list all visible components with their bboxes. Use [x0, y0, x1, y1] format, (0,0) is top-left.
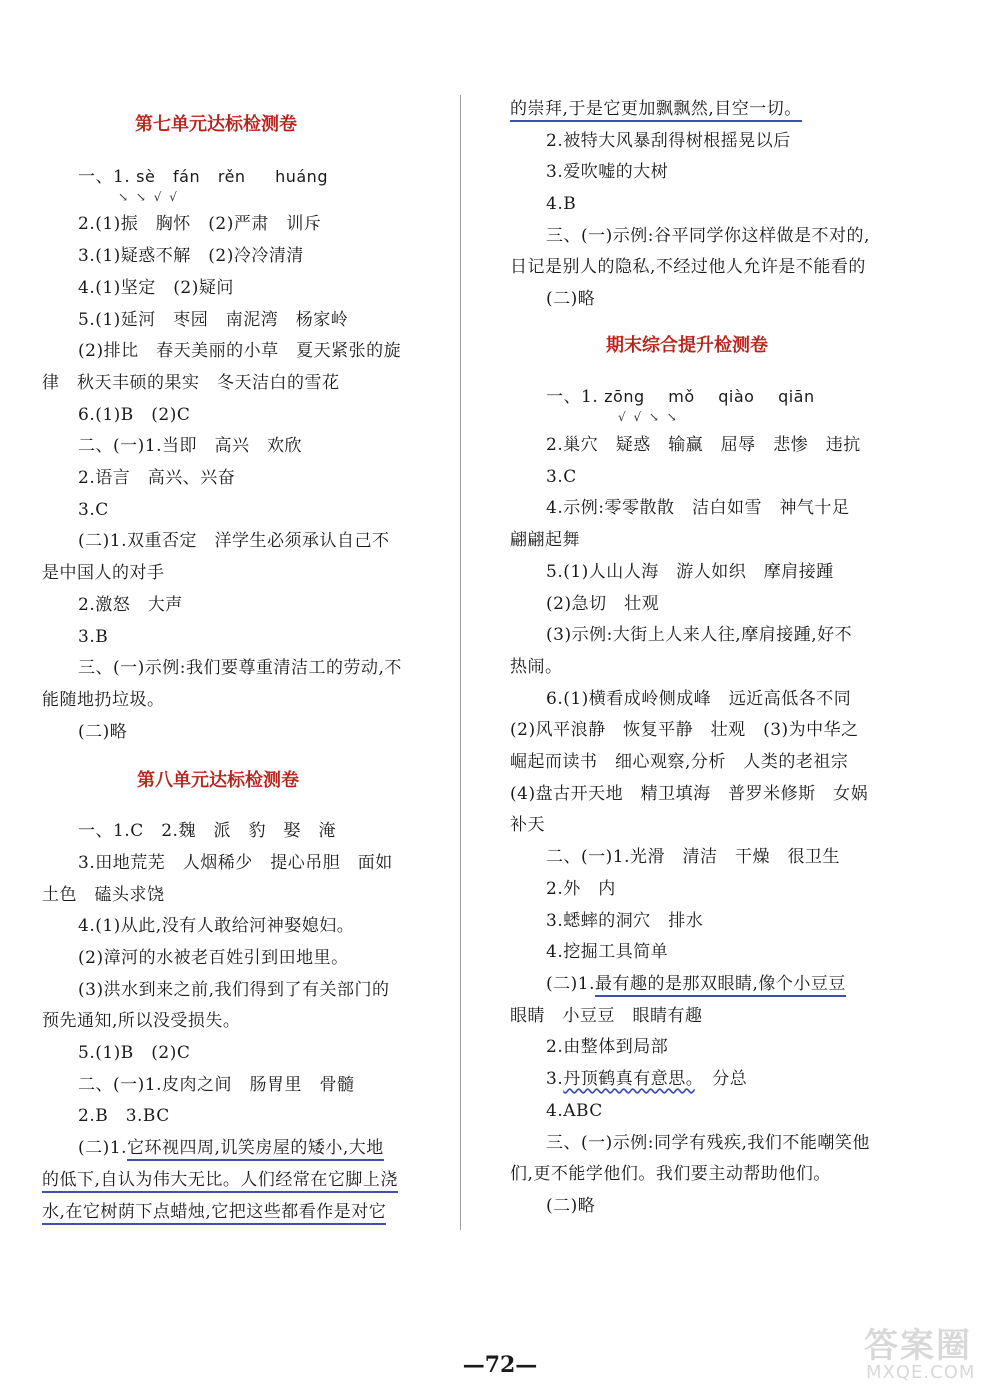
answer-line: 6.(1)B (2)C: [78, 405, 191, 425]
answer-line: 崛起而读书 细心观察,分析 人类的老祖宗: [510, 752, 849, 772]
pinyin: qiān: [778, 387, 815, 406]
answer-line: (二)1.双重否定 洋学生必须承认自己不: [78, 531, 390, 551]
answer-line: (2)排比 春天美丽的小草 夏天紧张的旋: [78, 341, 402, 361]
answer-line: [510, 98, 802, 120]
answer-line: 2.外 内: [546, 879, 616, 899]
answer-line: 2.由整体到局部: [546, 1037, 669, 1057]
underlined-text: 它环视四周,讥笑房屋的矮小,大地: [127, 1138, 384, 1161]
unit8-title: 第八单元达标检测卷: [137, 770, 299, 791]
answer-line: 3.B: [78, 627, 109, 647]
watermark-url: MXQE.COM: [866, 1362, 976, 1383]
answer-line: 日记是别人的隐私,不经过他人允许是不能看的: [510, 257, 866, 277]
answer-line: 翩翩起舞: [510, 530, 580, 550]
answer-line: 2.语言 高兴、兴奋: [78, 468, 236, 488]
item-number: (二)1.: [546, 974, 595, 994]
pinyin: mǒ: [668, 387, 695, 406]
answer-line: 2.激怒 大声: [78, 595, 183, 615]
answer-line: [42, 1201, 386, 1223]
tone-marks: ↘ ↘ √ √: [118, 190, 179, 204]
answer-line: 二、(一)1.当即 高兴 欢欣: [78, 436, 302, 456]
unit7-title: 第七单元达标检测卷: [135, 114, 297, 135]
answer-line: [42, 1169, 398, 1191]
answer-line: (3)示例:大街上人来人往,摩肩接踵,好不: [546, 625, 853, 645]
answer-line: 三、(一)示例:同学有残疾,我们不能嘲笑他: [546, 1133, 870, 1153]
answer-line: 一、1.C 2.魏 派 豹 娶 淹: [78, 821, 336, 841]
answer-pinyin-line: [546, 386, 815, 408]
pinyin: sè: [136, 167, 156, 186]
pinyin: zōng: [604, 387, 645, 406]
final-title: 期末综合提升检测卷: [606, 335, 768, 356]
answer-line: 土色 磕头求饶: [42, 885, 165, 905]
answer-line: 三、(一)示例:我们要尊重清洁工的劳动,不: [78, 658, 402, 678]
answer-line: 5.(1)B (2)C: [78, 1043, 191, 1063]
answer-line: 5.(1)人山人海 游人如织 摩肩接踵: [546, 562, 834, 582]
answer-line: 4.示例:零零散散 洁白如雪 神气十足: [546, 498, 850, 518]
answer-line: [546, 973, 846, 995]
item-number: (二)1.: [78, 1138, 127, 1158]
answer-line: 眼睛 小豆豆 眼睛有趣: [510, 1006, 703, 1026]
answer-line: 4.(1)坚定 (2)疑问: [78, 278, 234, 298]
tone-marks: √ √ ↘ ↘: [618, 410, 679, 424]
answer-pinyin-line: [78, 166, 328, 188]
answer-line: 3.(1)疑惑不解 (2)冷冷清清: [78, 246, 304, 266]
underlined-text: 的崇拜,于是它更加飘飘然,目空一切。: [510, 99, 802, 122]
answer-line: (3)洪水到来之前,我们得到了有关部门的: [78, 980, 390, 1000]
answer-line: 4.ABC: [546, 1101, 603, 1121]
pinyin: qiào: [718, 387, 755, 406]
watermark-logo: [856, 1318, 986, 1388]
answer-line: 3.爱吹嘘的大树: [546, 162, 669, 182]
answer-line: 律 秋天丰硕的果实 冬天洁白的雪花: [42, 373, 340, 393]
answer-line: (二)略: [546, 1196, 596, 1216]
answer-line: 3.田地荒芜 人烟稀少 提心吊胆 面如: [78, 853, 393, 873]
item-number: 3.: [546, 1069, 564, 1089]
answer-line: 热闹。: [510, 657, 563, 677]
answer-line: 3.蟋蟀的洞穴 排水: [546, 911, 704, 931]
answer-line: (2)急切 壮观: [546, 594, 660, 614]
answer-line: (2)漳河的水被老百姓引到田地里。: [78, 948, 349, 968]
answer-line: 4.挖掘工具简单: [546, 942, 669, 962]
pinyin: rěn: [217, 167, 246, 186]
answer-line: 4.B: [546, 194, 577, 214]
answer-line: 3.C: [546, 467, 577, 487]
item-number: 一、1.: [78, 167, 131, 187]
answer-line: 预先通知,所以没受损失。: [42, 1011, 241, 1031]
underlined-text: 最有趣的是那双眼睛,像个小豆豆: [595, 974, 846, 997]
answer-line: 2.巢穴 疑惑 输赢 屈辱 悲惨 违抗: [546, 435, 861, 455]
underlined-text: 水,在它树荫下点蜡烛,它把这些都看作是对它: [42, 1202, 386, 1225]
answer-line: (4)盘古开天地 精卫填海 普罗米修斯 女娲: [510, 784, 869, 804]
answer-line: 三、(一)示例:谷平同学你这样做是不对的,: [546, 226, 870, 246]
underlined-text: 的低下,自认为伟大无比。人们经常在它脚上浇: [42, 1170, 398, 1193]
answer-line: 二、(一)1.皮肉之间 肠胃里 骨髓: [78, 1075, 355, 1095]
column-divider: [460, 95, 461, 1230]
answer-line: 们,更不能学他们。我们要主动帮助他们。: [510, 1164, 831, 1184]
page-number: —72—: [462, 1352, 538, 1378]
answer-line: 二、(一)1.光滑 清洁 干燥 很卫生: [546, 847, 840, 867]
answer-line: 6.(1)横看成岭侧成峰 远近高低各不同: [546, 689, 852, 709]
answer-line: (二)略: [78, 722, 128, 742]
answer-line: 2.B 3.BC: [78, 1106, 170, 1126]
answer-line: 2.(1)振 胸怀 (2)严肃 训斥: [78, 214, 322, 234]
pinyin: huáng: [275, 167, 328, 186]
answer-line: 4.(1)从此,没有人敢给河神娶媳妇。: [78, 916, 355, 936]
wavy-underlined-text: 丹顶鹤真有意思。: [563, 1069, 695, 1089]
answer-line: [78, 1137, 384, 1159]
answer-line: 能随地扔垃圾。: [42, 690, 165, 710]
answer-line: 2.被特大风暴刮得树根摇晃以后: [546, 131, 791, 151]
answer-line: 3.C: [78, 500, 109, 520]
answer-line: 5.(1)延河 枣园 南泥湾 杨家岭: [78, 310, 349, 330]
pinyin: fán: [173, 167, 201, 186]
answer-line: [546, 1068, 747, 1090]
answer-line: (二)略: [546, 289, 596, 309]
item-number: 一、1.: [546, 387, 599, 407]
answer-line: (2)风平浪静 恢复平静 壮观 (3)为中华之: [510, 720, 859, 740]
answer-line: 是中国人的对手: [42, 563, 165, 583]
answer-fragment: 分总: [694, 1069, 748, 1089]
answer-line: 补天: [510, 815, 545, 835]
watermark-text: 答案圈: [864, 1326, 972, 1366]
